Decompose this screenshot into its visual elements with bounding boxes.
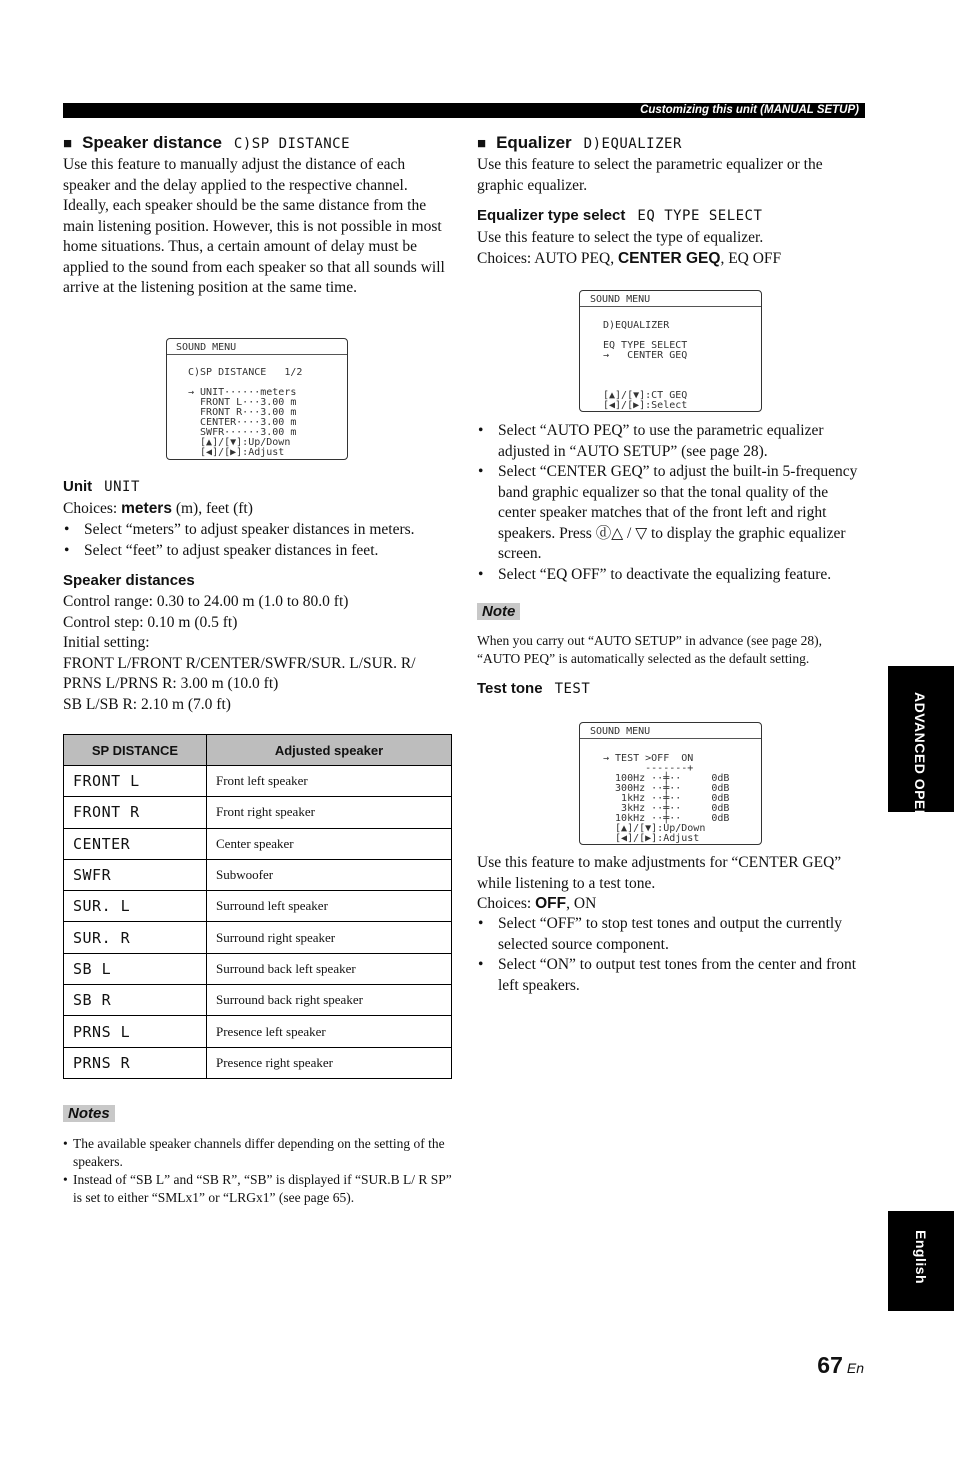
test-tone-heading: Test tone TEST — [477, 680, 591, 697]
list-item: • The available speaker channels differ depending on the setting of the speakers. — [63, 1135, 452, 1171]
list-item: • Select “feet” to adjust speaker distances in feet. — [63, 541, 452, 562]
screen-lines — [603, 754, 729, 844]
list-item: • Select “EQ OFF” to deactivate the equalizing feature. — [477, 565, 863, 586]
screen-lines — [188, 368, 302, 458]
screen-line: 1kHz ··╪·· 0dB — [603, 793, 730, 804]
screen-line: 100Hz ··╪·· 0dB — [603, 773, 730, 784]
sp-distance-code: CENTER — [64, 828, 207, 859]
speaker-distances-text: Control range: 0.30 to 24.00 m (1.0 to 80.0 ft) Control step: 0.10 m (0.5 ft) Initial setting: FRONT L/FRONT R/CENTER/SWFR/SUR. L/SUR. R/ PRNS L/PRNS R: 3.00 m (10.0 ft) SB L/SB R: 2.10 m (7.0 ft) — [63, 593, 416, 713]
adjusted-speaker: Presence right speaker — [207, 1047, 452, 1078]
section-side-tab — [888, 666, 954, 866]
eq-type-text: Use this feature to select the type of equalizer. Choices: AUTO PEQ, CENTER GEQ, EQ OFF — [477, 229, 782, 267]
screen-line: [◀]/[▶]:Adjust — [188, 447, 285, 458]
running-header-bar — [63, 103, 865, 118]
adjusted-speaker: Presence left speaker — [207, 1016, 452, 1047]
adjusted-speaker: Surround right speaker — [207, 922, 452, 953]
speaker-distance-heading: ■ Speaker distance C)SP DISTANCE — [63, 133, 350, 152]
screen-menu-title: SOUND MENU — [176, 342, 237, 353]
list-item: • Select “AUTO PEQ” to use the parametric equalizer adjusted in “AUTO SETUP” (see page 28). — [477, 421, 863, 462]
table-row — [64, 891, 452, 922]
sp-distance-code: SB L — [64, 953, 207, 984]
equalizer-heading: ■ Equalizer D)EQUALIZER — [477, 133, 682, 152]
speaker-distance-intro: Use this feature to manually adjust the distance of each speaker and the delay applied to the respective channel. Ideally, each speaker should be the same distance from the main listening position. However, this is not possible in most home situations. Thus, a certain amount of delay must be applied to the sound from each speaker so that all sounds will arrive at the listening position at the same time. — [63, 156, 445, 296]
adjusted-speaker: Surround left speaker — [207, 891, 452, 922]
list-item: • Instead of “SB L” and “SB R”, “SB” is displayed if “SUR.B L/ R SP” is set to either “SMLx1” or “LRGx1” (see page 65). — [63, 1171, 452, 1207]
screen-line: → TEST >OFF ON — [603, 753, 694, 764]
adjusted-speaker: Center speaker — [207, 828, 452, 859]
table-row — [64, 828, 452, 859]
screen-divider — [167, 354, 347, 355]
table-header: Adjusted speaker — [207, 735, 452, 766]
screen-line: [▲]/[▼]:Up/Down — [188, 437, 291, 448]
square-bullet-icon: ■ — [63, 135, 73, 152]
screen-line: -------+ — [603, 763, 694, 774]
table-row — [64, 985, 452, 1016]
sp-distance-table — [63, 734, 452, 1079]
sp-distance-code: SB R — [64, 985, 207, 1016]
table-header: SP DISTANCE — [64, 735, 207, 766]
table-row — [64, 1047, 452, 1078]
language-side-tab — [888, 1211, 954, 1311]
table-row — [64, 797, 452, 828]
unit-bullets — [63, 520, 452, 561]
screen-line: [◀]/[▶]:Adjust — [603, 833, 700, 844]
screen-line: 300Hz ··╪·· 0dB — [603, 783, 730, 794]
screen-line: EQ TYPE SELECT — [603, 340, 688, 351]
notes-list — [63, 1135, 452, 1207]
sp-distance-code: PRNS R — [64, 1047, 207, 1078]
screen-line: [▲]/[▼]:CT GEQ — [603, 390, 688, 401]
equalizer-intro: Use this feature to select the parametric equalizer or the graphic equalizer. — [477, 156, 823, 194]
screen-line — [603, 371, 687, 381]
language-tab-label: English — [913, 1230, 929, 1285]
screen-divider — [580, 306, 761, 307]
table-row — [64, 859, 452, 890]
section-tab-label: ADVANCED OPERATION — [912, 692, 928, 866]
notes-label: Notes — [63, 1105, 115, 1122]
screen-line: D)EQUALIZER — [603, 320, 670, 331]
list-item: • Select “meters” to adjust speaker distances in meters. — [63, 520, 452, 541]
eq-type-heading: Equalizer type select EQ TYPE SELECT — [477, 207, 763, 224]
test-tone-text: Use this feature to make adjustments for “CENTER GEQ” while listening to a test tone. Choices: OFF, ON — [477, 854, 842, 912]
screen-line: 3kHz ··╪·· 0dB — [603, 803, 730, 814]
note-label-box — [477, 601, 520, 622]
running-title: Customizing this unit (MANUAL SETUP) — [640, 104, 859, 116]
adjusted-speaker: Surround back left speaker — [207, 953, 452, 984]
screen-line: C)SP DISTANCE 1/2 — [188, 367, 303, 378]
screen-line: FRONT L···3.00 m — [188, 397, 297, 408]
unit-heading: Unit UNIT — [63, 478, 140, 495]
equalizer-bullets — [477, 421, 863, 585]
note-label: Note — [477, 603, 520, 620]
adjusted-speaker: Subwoofer — [207, 859, 452, 890]
screen-line: SWFR······3.00 m — [188, 427, 297, 438]
screen-line — [603, 361, 687, 371]
equalizer-screen — [579, 290, 762, 412]
table-row — [64, 1016, 452, 1047]
screen-line: [▲]/[▼]:Up/Down — [603, 823, 706, 834]
table-row — [64, 766, 452, 797]
adjusted-speaker: Surround back right speaker — [207, 985, 452, 1016]
sp-distance-code: SWFR — [64, 859, 207, 890]
test-tone-bullets — [477, 914, 863, 996]
screen-line: 10kHz ··╪·· 0dB — [603, 813, 730, 824]
sp-distance-code: SUR. R — [64, 922, 207, 953]
screen-line: → UNIT······meters — [188, 387, 297, 398]
screen-line: [◀]/[▶]:Select — [603, 400, 688, 411]
sp-distance-code: FRONT R — [64, 797, 207, 828]
list-item: • Select “CENTER GEQ” to adjust the built-in 5-frequency band graphic equalizer so that the tonal quality of the center speaker matches that of the front left and right speakers. Press ⓓ△ / ▽ to display the graphic equalizer screen. — [477, 462, 863, 565]
screen-line: FRONT R···3.00 m — [188, 407, 297, 418]
sp-distance-code: SUR. L — [64, 891, 207, 922]
sp-distance-code: FRONT L — [64, 766, 207, 797]
screen-menu-title: SOUND MENU — [590, 726, 651, 737]
table-row — [64, 922, 452, 953]
test-tone-screen — [579, 722, 762, 845]
screen-divider — [580, 738, 761, 739]
screen-line: CENTER····3.00 m — [188, 417, 297, 428]
sp-distance-code: PRNS L — [64, 1016, 207, 1047]
table-row — [64, 953, 452, 984]
square-bullet-icon: ■ — [477, 135, 487, 152]
notes-label-box — [63, 1103, 115, 1124]
list-item: • Select “OFF” to stop test tones and output the currently selected source component. — [477, 914, 863, 955]
unit-choices: Choices: meters (m), feet (ft) — [63, 500, 253, 517]
sp-distance-screen — [166, 338, 348, 460]
adjusted-speaker: Front right speaker — [207, 797, 452, 828]
speaker-distances-heading: Speaker distances — [63, 572, 195, 589]
list-item: • Select “ON” to output test tones from the center and front left speakers. — [477, 955, 863, 996]
screen-menu-title: SOUND MENU — [590, 294, 651, 305]
screen-line: → CENTER GEQ — [603, 350, 688, 361]
screen-lines — [603, 321, 687, 411]
page-number: 67 En — [817, 1352, 864, 1378]
note-text: When you carry out “AUTO SETUP” in advance (see page 28), “AUTO PEQ” is automatically selected as the default setting. — [477, 633, 823, 666]
adjusted-speaker: Front left speaker — [207, 766, 452, 797]
